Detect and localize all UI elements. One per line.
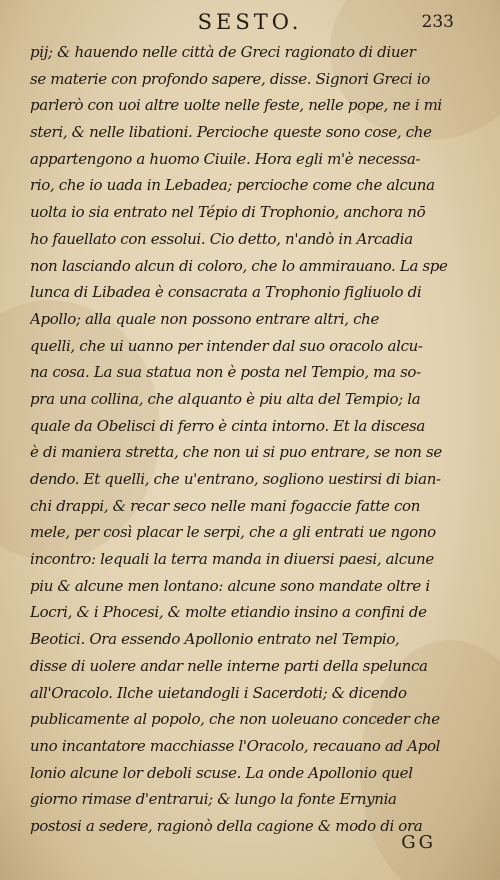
text-line: dendo. Et quelli, che u'entrano, sogliono uestirsi di bian- bbox=[30, 470, 441, 488]
page-number: 233 bbox=[421, 12, 454, 32]
text-line: incontro: lequali la terra manda in diuersi paesi, alcune bbox=[30, 550, 434, 569]
text-line: chi drappi, & recar seco nelle mani fogaccie fatte con bbox=[30, 496, 421, 515]
text-line: appartengono a huomo Ciuile. Hora egli m'è necessa- bbox=[30, 149, 421, 168]
text-line: na cosa. La sua statua non è posta nel Tempio, ma so- bbox=[30, 363, 421, 382]
text-line: quelli, che ui uanno per intender dal suo oracolo alcu- bbox=[30, 336, 423, 355]
page-header bbox=[0, 8, 500, 38]
text-line: uolta io sia entrato nel Tépio di Trophonio, anchora nō bbox=[30, 203, 426, 222]
text-line: rio, che io uada in Lebadea; percioche come che alcuna bbox=[30, 176, 435, 195]
text-line: non lasciando alcun di coloro, che lo ammirauano. La spe bbox=[30, 256, 448, 275]
text-line: uno incantatore macchiasse l'Oracolo, recauano ad Apol bbox=[30, 736, 441, 755]
text-line: Apollo; alla quale non possono entrare altri, che bbox=[30, 309, 380, 328]
text-line: disse di uolere andar nelle interne parti della spelunca bbox=[30, 656, 428, 675]
signature-mark: GG bbox=[401, 832, 436, 853]
text-line: pra una collina, che alquanto è piu alta del Tempio; la bbox=[30, 389, 421, 408]
text-line: all'Oracolo. Ilche uietandogli i Sacerdoti; & dicendo bbox=[30, 683, 407, 702]
text-line: pij; & hauendo nelle città de Greci ragionato di diuer bbox=[30, 43, 416, 61]
text-line: mele, per così placar le serpi, che a gli entrati ue ngono bbox=[30, 523, 436, 542]
text-line: Locri, & i Phocesi, & molte etiandio insino a confini de bbox=[30, 603, 427, 622]
running-head: SESTO. bbox=[197, 10, 303, 34]
text-line: Beotici. Ora essendo Apollonio entrato nel Tempio, bbox=[30, 630, 400, 649]
text-line: lunca di Libadea è consacrata a Trophonio figliuolo di bbox=[30, 283, 422, 302]
text-line: piu & alcune men lontano: alcune sono mandate oltre i bbox=[30, 576, 430, 595]
text-line: quale da Obelisci di ferro è cinta intorno. Et la discesa bbox=[30, 416, 425, 435]
text-line: se materie con profondo sapere, disse. Signori Greci io bbox=[30, 69, 430, 88]
text-line: steri, & nelle libationi. Percioche queste sono cose, che bbox=[30, 123, 432, 142]
text-line: publicamente al popolo, che non uoleuano conceder che bbox=[30, 710, 440, 729]
text-line: postosi a sedere, ragionò della cagione & modo di ora bbox=[30, 816, 423, 835]
body-text bbox=[30, 39, 470, 840]
text-line: lonio alcune lor deboli scuse. La onde Apollonio quel bbox=[30, 763, 413, 782]
text-line: parlerò con uoi altre uolte nelle feste, nelle pope, ne i mi bbox=[30, 96, 442, 115]
text-line: giorno rimase d'entrarui; & lungo la fonte Ernynia bbox=[30, 790, 397, 809]
text-line: ho fauellato con essolui. Cio detto, n'andò in Arcadia bbox=[30, 229, 413, 248]
text-line: è di maniera stretta, che non ui si puo entrare, se non se bbox=[30, 443, 442, 462]
